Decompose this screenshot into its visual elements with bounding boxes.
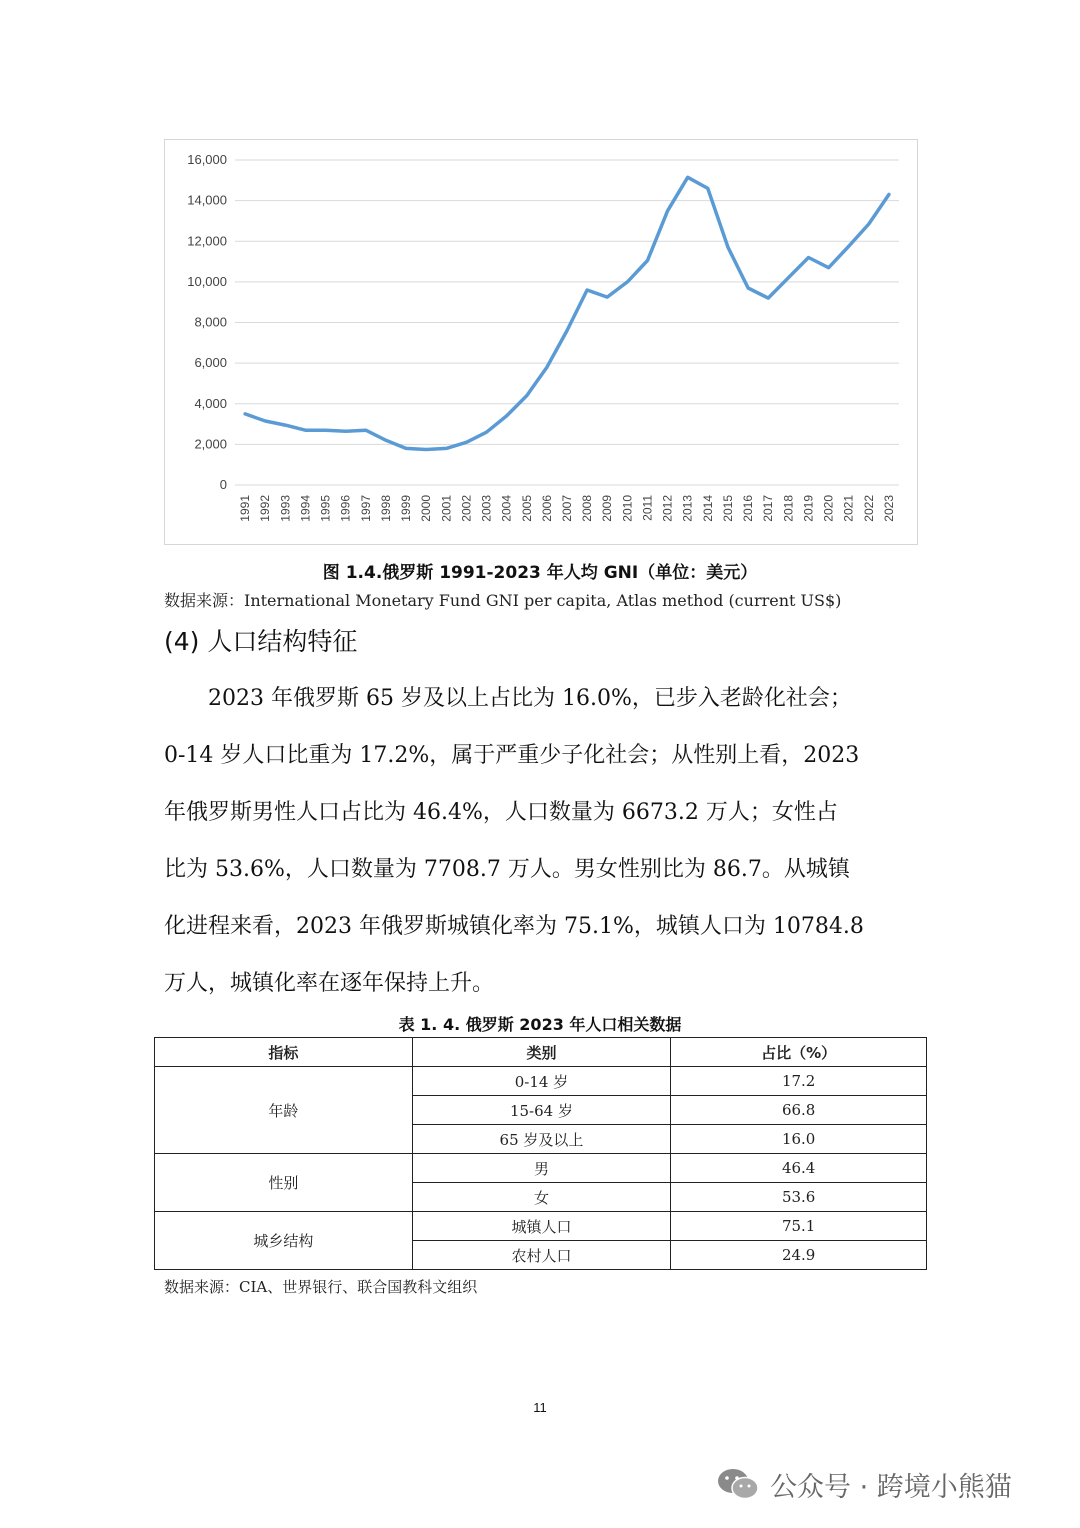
x-tick-label: 2020 xyxy=(821,495,836,522)
category-cell: 城镇人口 xyxy=(412,1212,671,1241)
x-tick-label: 2002 xyxy=(459,495,474,522)
y-tick-label: 4,000 xyxy=(194,395,227,411)
x-tick-label: 2004 xyxy=(499,495,514,522)
table-header-row xyxy=(155,1038,927,1067)
table-row xyxy=(155,1067,927,1096)
x-tick-label: 2014 xyxy=(700,495,715,522)
y-tick-label: 8,000 xyxy=(194,314,227,330)
header-indicator: 指标 xyxy=(155,1038,413,1067)
x-tick-label: 2003 xyxy=(479,495,494,522)
category-cell: 65 岁及以上 xyxy=(412,1125,671,1154)
table-title: 表 1. 4. 俄罗斯 2023 年人口相关数据 xyxy=(398,1015,682,1034)
y-tick-label: 12,000 xyxy=(187,233,227,249)
population-table xyxy=(154,1037,927,1270)
paragraph-line-6: 万人，城镇化率在逐年保持上升。 xyxy=(164,971,495,996)
x-tick-label: 2011 xyxy=(640,495,655,521)
group-label-urban-rural: 城乡结构 xyxy=(155,1212,413,1270)
x-tick-label: 2012 xyxy=(660,495,675,522)
x-tick-label: 1993 xyxy=(278,495,293,522)
table-source: 数据来源：CIA、世界银行、联合国教科文组织 xyxy=(164,1278,478,1296)
y-tick-label: 0 xyxy=(219,477,227,492)
gni-chart xyxy=(164,139,918,545)
x-tick-label: 2009 xyxy=(600,495,615,522)
gni-line-chart-svg xyxy=(165,140,919,546)
group-label-gender: 性别 xyxy=(155,1154,413,1212)
share-cell: 16.0 xyxy=(671,1125,927,1154)
x-tick-label: 1997 xyxy=(358,495,373,522)
page-number: 11 xyxy=(533,1400,547,1415)
category-cell: 0-14 岁 xyxy=(412,1067,671,1096)
x-tick-label: 2018 xyxy=(781,495,796,522)
x-tick-label: 1995 xyxy=(318,495,333,522)
x-tick-label: 1992 xyxy=(258,495,273,522)
x-tick-label: 2010 xyxy=(620,495,635,522)
category-cell: 男 xyxy=(412,1154,671,1183)
category-cell: 女 xyxy=(412,1183,671,1212)
share-cell: 53.6 xyxy=(671,1183,927,1212)
section-heading: (4) 人口结构特征 xyxy=(164,627,358,656)
x-tick-label: 2021 xyxy=(841,495,856,522)
figure-caption: 图 1.4.俄罗斯 1991-2023 年人均 GNI（单位：美元） xyxy=(322,563,758,583)
paragraph-line-3: 年俄罗斯男性人口占比为 46.4%，人口数量为 6673.2 万人；女性占 xyxy=(164,800,838,825)
paragraph-line-4: 比为 53.6%，人口数量为 7708.7 万人。男女性别比为 86.7。从城镇 xyxy=(164,857,850,882)
y-tick-label: 2,000 xyxy=(194,436,227,452)
y-tick-label: 16,000 xyxy=(187,152,227,167)
gni-series-line xyxy=(245,177,889,449)
x-tick-label: 2001 xyxy=(439,495,454,522)
x-tick-label: 2005 xyxy=(519,495,534,522)
x-tick-label: 2022 xyxy=(861,495,876,522)
paragraph-line-5: 化进程来看，2023 年俄罗斯城镇化率为 75.1%，城镇人口为 10784.8 xyxy=(164,914,864,939)
watermark xyxy=(716,1462,1056,1506)
category-cell: 农村人口 xyxy=(412,1241,671,1270)
x-tick-label: 1999 xyxy=(399,495,414,522)
share-cell: 17.2 xyxy=(671,1067,927,1096)
share-cell: 66.8 xyxy=(671,1096,927,1125)
x-tick-label: 2007 xyxy=(560,495,574,522)
x-tick-label: 2019 xyxy=(801,495,816,522)
paragraph-line-1: 2023 年俄罗斯 65 岁及以上占比为 16.0%，已步入老龄化社会； xyxy=(164,686,852,711)
y-tick-label: 14,000 xyxy=(187,192,227,208)
x-tick-label: 1994 xyxy=(298,495,313,522)
group-label-age: 年龄 xyxy=(155,1067,413,1154)
x-tick-label: 2017 xyxy=(761,495,776,522)
paragraph-line-2: 0-14 岁人口比重为 17.2%，属于严重少子化社会；从性别上看，2023 xyxy=(164,743,860,768)
x-tick-label: 1998 xyxy=(378,495,393,522)
wechat-icon xyxy=(716,1467,760,1501)
table-row xyxy=(155,1154,927,1183)
x-tick-label: 2008 xyxy=(580,495,595,522)
x-tick-label: 2013 xyxy=(680,495,695,522)
x-tick-label: 2015 xyxy=(720,495,735,522)
table-row xyxy=(155,1212,927,1241)
x-tick-label: 2023 xyxy=(881,495,896,522)
header-category: 类别 xyxy=(412,1038,671,1067)
share-cell: 75.1 xyxy=(671,1212,927,1241)
share-cell: 46.4 xyxy=(671,1154,927,1183)
share-cell: 24.9 xyxy=(671,1241,927,1270)
x-tick-label: 1991 xyxy=(238,495,253,522)
figure-source: 数据来源：International Monetary Fund GNI per capita, Atlas method (current US$) xyxy=(164,591,842,610)
y-tick-label: 6,000 xyxy=(194,355,227,371)
y-tick-label: 10,000 xyxy=(187,273,227,289)
x-tick-label: 2000 xyxy=(419,495,434,522)
category-cell: 15-64 岁 xyxy=(412,1096,671,1125)
x-tick-label: 2006 xyxy=(539,495,554,522)
header-share: 占比（%） xyxy=(671,1038,927,1067)
x-tick-label: 2016 xyxy=(741,495,756,522)
watermark-text: 公众号 · 跨境小熊猫 xyxy=(770,1471,1012,1503)
x-tick-label: 1996 xyxy=(338,495,353,522)
